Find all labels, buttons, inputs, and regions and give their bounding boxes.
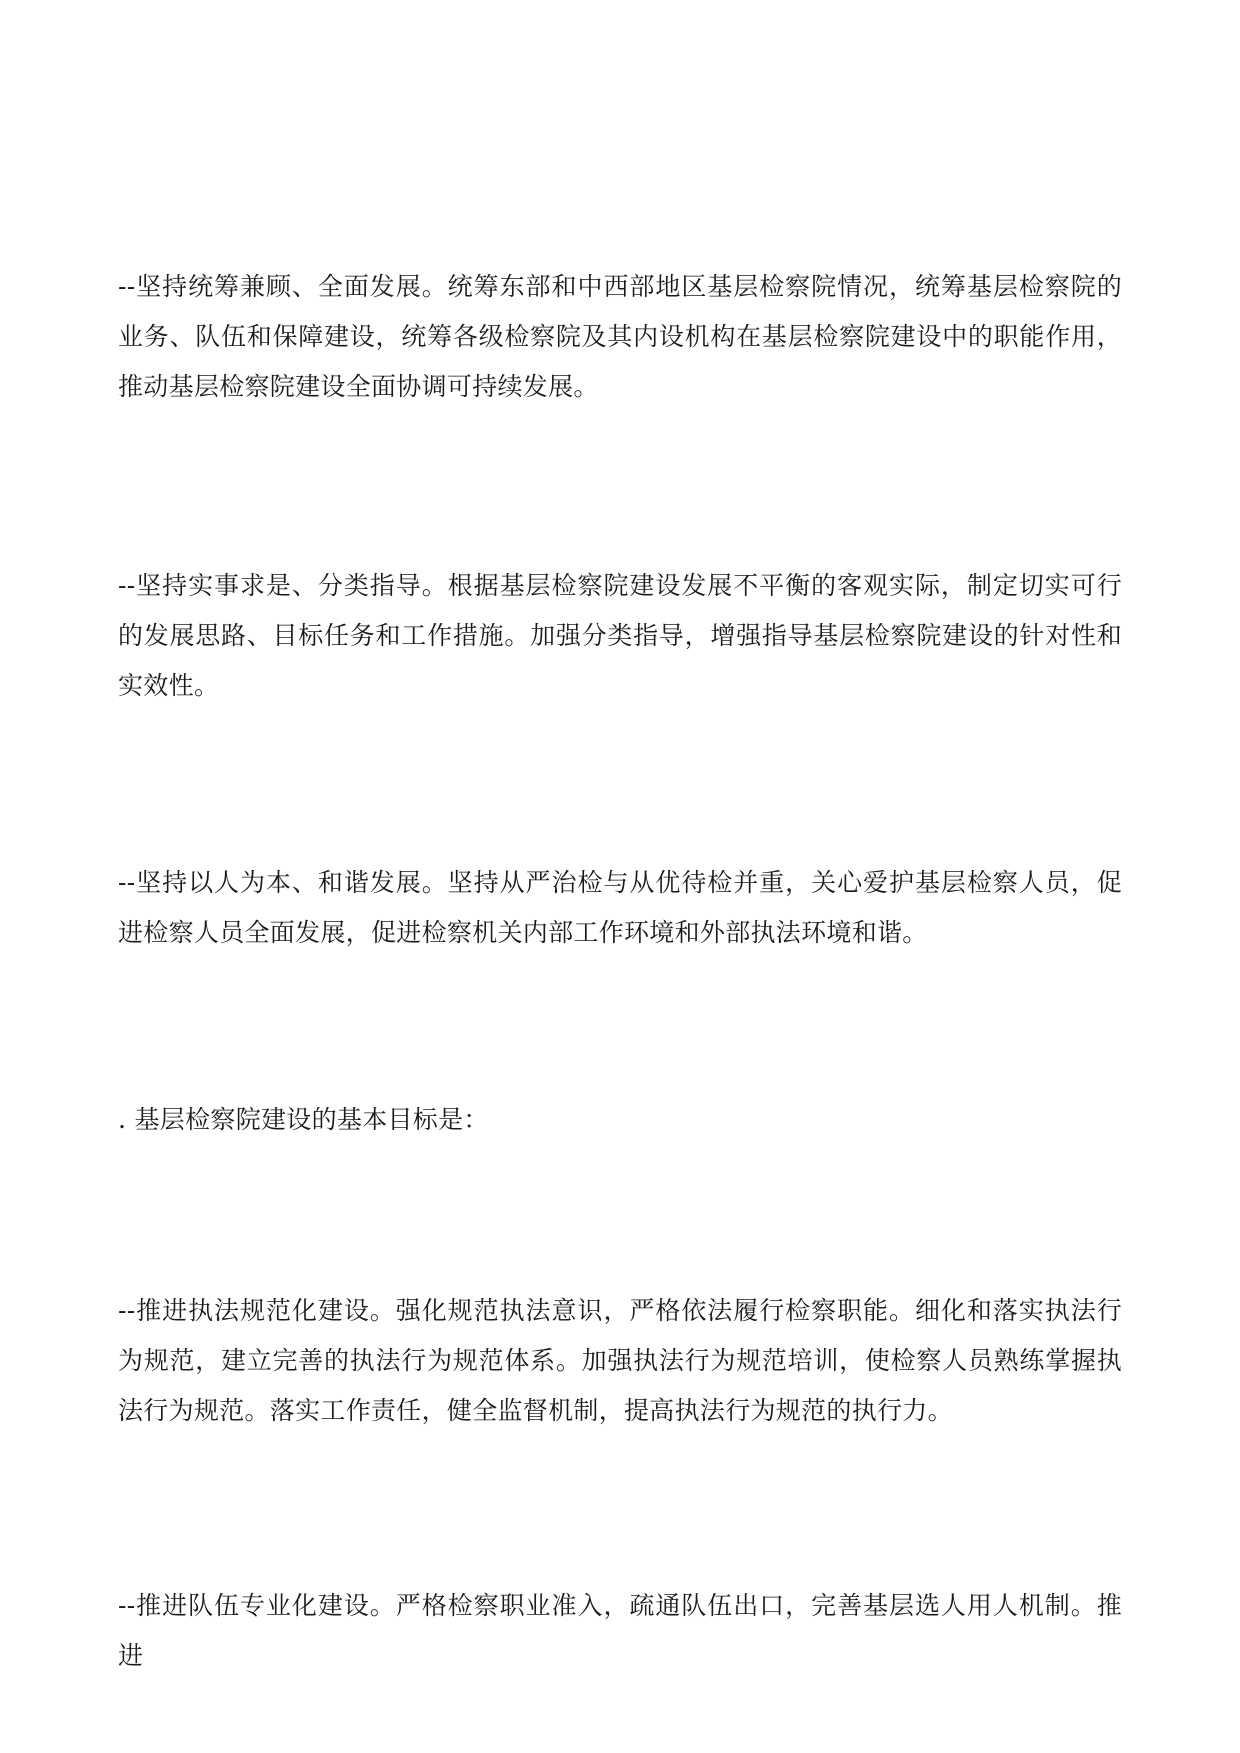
- paragraph-team-professionalization: --推进队伍专业化建设。严格检察职业准入，疏通队伍出口，完善基层选人用人机制。推进: [118, 1591, 1122, 1670]
- section-heading-basic-goals: . 基层检察院建设的基本目标是：: [118, 1105, 489, 1134]
- paragraph-overall-planning: --坚持统筹兼顾、全面发展。统筹东部和中西部地区基层检察院情况，统筹基层检察院的业务、队伍和保障建设，统筹各级检察院及其内设机构在基层检察院建设中的职能作用，推动基层检察院建设全面协调可持续发展。: [118, 272, 1122, 401]
- paragraph-seek-truth: --坚持实事求是、分类指导。根据基层检察院建设发展不平衡的客观实际，制定切实可行的发展思路、目标任务和工作措施。加强分类指导，增强指导基层检察院建设的针对性和实效性。: [118, 571, 1122, 700]
- paragraph-law-enforcement-standardization: --推进执法规范化建设。强化规范执法意识，严格依法履行检察职能。细化和落实执法行为规范，建立完善的执法行为规范体系。加强执法行为规范培训，使检察人员熟练掌握执法行为规范。落实工作责任，健全监督机制，提高执法行为规范的执行力。: [118, 1296, 1122, 1425]
- paragraph-people-oriented: --坚持以人为本、和谐发展。坚持从严治检与从优待检并重，关心爱护基层检察人员，促进检察人员全面发展，促进检察机关内部工作环境和外部执法环境和谐。: [118, 868, 1122, 947]
